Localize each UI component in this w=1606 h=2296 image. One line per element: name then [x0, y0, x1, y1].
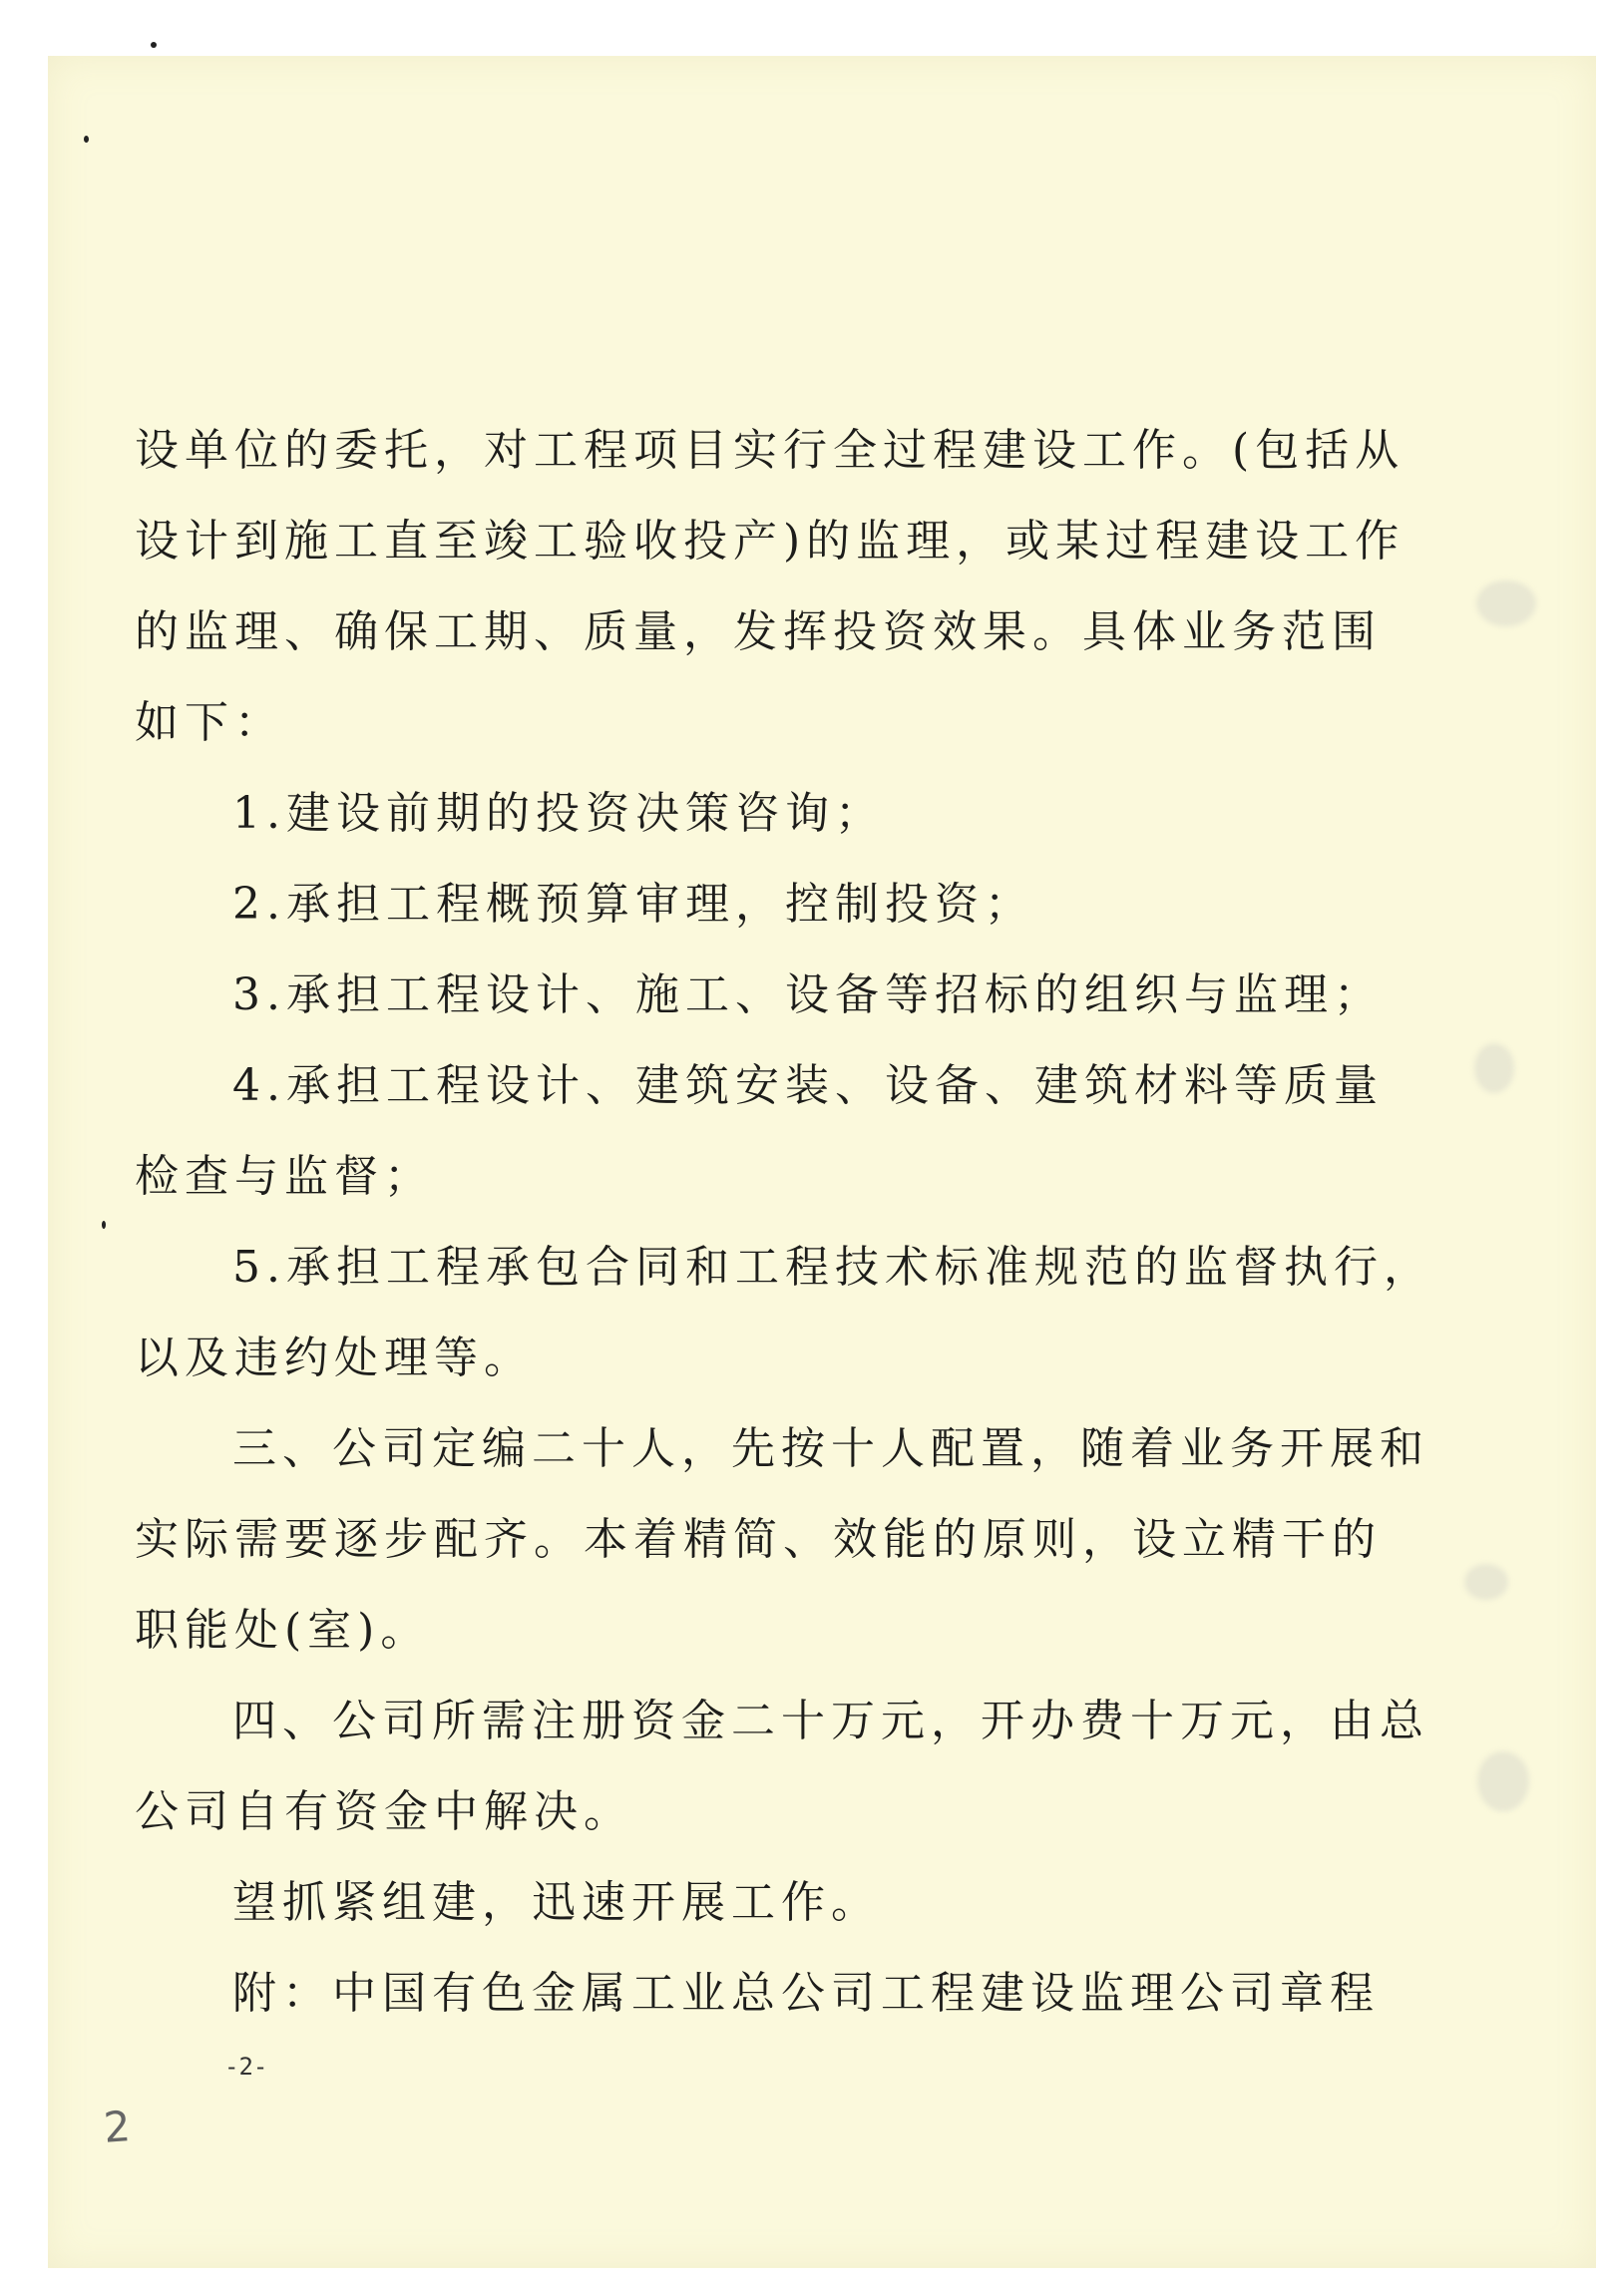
list-item-3: 3.承担工程设计、施工、设备等招标的组织与监理； — [232, 969, 1384, 1020]
paper-sheet — [48, 56, 1596, 2268]
scan-smudge — [1476, 580, 1536, 626]
scan-smudge — [1464, 1564, 1508, 1600]
list-item-2: 2.承担工程概预算审理，控制投资； — [232, 879, 1034, 930]
text-line: 检查与监督； — [135, 1151, 434, 1202]
text-line: 设计到施工直至竣工验收投产)的监理，或某过程建设工作 — [135, 516, 1405, 567]
closing-line: 望抓紧组建，迅速开展工作。 — [232, 1877, 881, 1928]
scan-speck — [102, 1221, 106, 1229]
list-item-5: 5.承担工程承包合同和工程技术标准规范的监督执行， — [232, 1242, 1433, 1293]
text-line: 设单位的委托，对工程项目实行全过程建设工作。(包括从 — [135, 425, 1405, 476]
scan-speck — [151, 42, 157, 48]
scan-smudge — [1474, 1043, 1514, 1093]
list-item-4: 4.承担工程设计、建筑安装、设备、建筑材料等质量 — [232, 1060, 1384, 1111]
page-number: -2- — [224, 2053, 268, 2081]
text-line: 如下： — [135, 697, 284, 748]
text-line: 的监理、确保工期、质量，发挥投资效果。具体业务范围 — [135, 606, 1382, 657]
text-line: 实际需要逐步配齐。本着精简、效能的原则，设立精干的 — [135, 1514, 1382, 1565]
scan-speck — [84, 136, 89, 143]
document-body — [135, 405, 1433, 2039]
list-item-1: 1.建设前期的投资决策咨询； — [232, 788, 885, 839]
handwritten-page-mark: 2 — [102, 2102, 133, 2152]
text-line: 公司自有资金中解决。 — [135, 1786, 633, 1837]
text-line: 以及违约处理等。 — [135, 1333, 534, 1383]
section-three: 三、公司定编二十人，先按十人配置，随着业务开展和 — [232, 1423, 1429, 1474]
text-line: 职能处(室)。 — [135, 1605, 431, 1656]
scan-smudge — [1477, 1751, 1529, 1811]
attachment-line: 附：中国有色金属工业总公司工程建设监理公司章程 — [232, 1968, 1380, 2019]
section-four: 四、公司所需注册资金二十万元，开办费十万元，由总 — [232, 1696, 1429, 1746]
